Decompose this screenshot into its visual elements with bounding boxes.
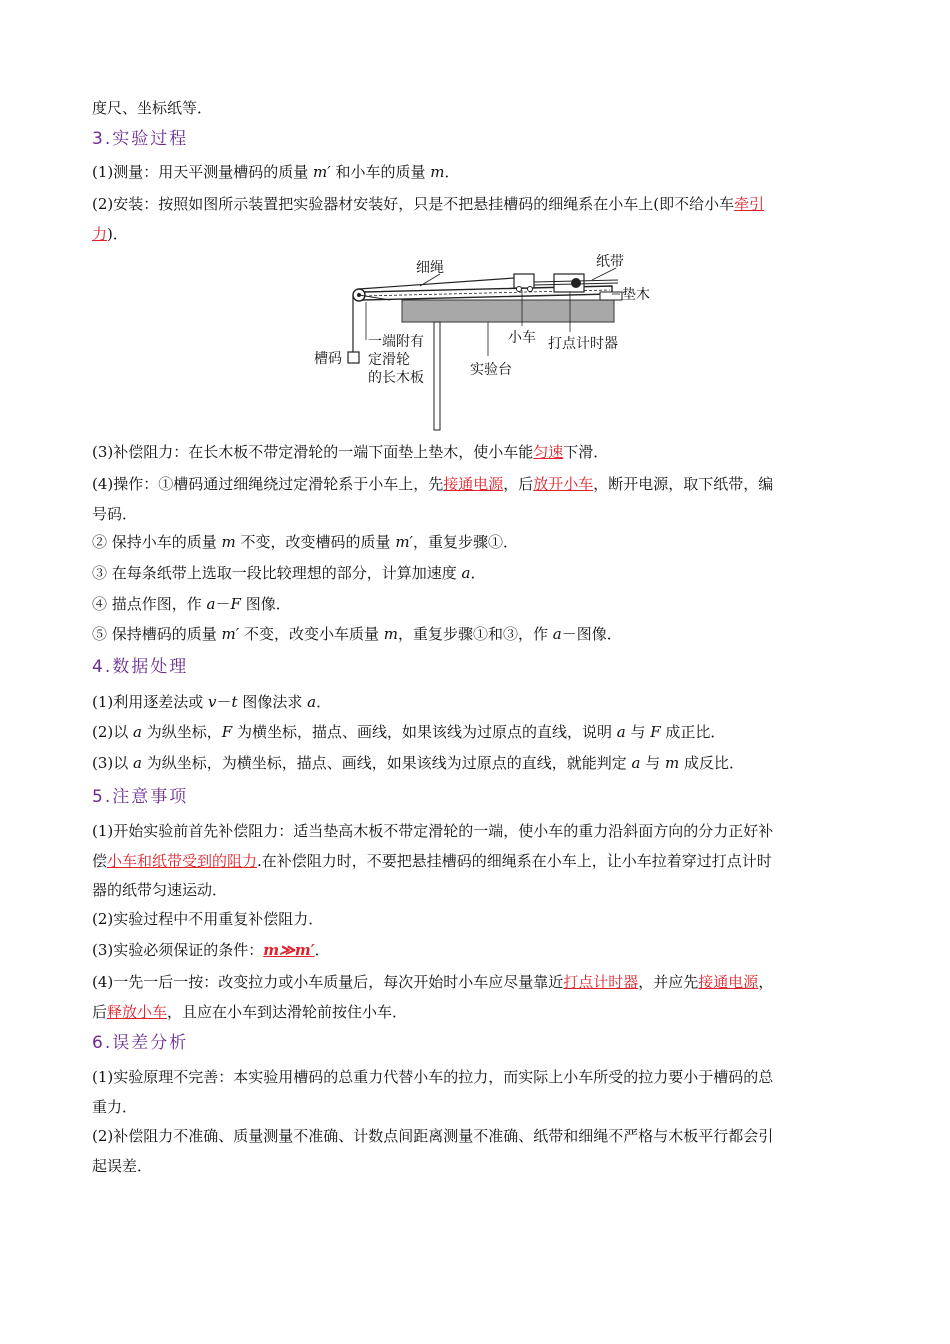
s5-p4-line1: (4)一先一后一按：改变拉力或小车质量后，每次开始时小车应尽量靠近打点计时器，并应先接通电源， bbox=[92, 973, 774, 991]
s5-p3: (3)实验必须保证的条件：m≫m′． bbox=[92, 941, 330, 959]
label-rope: 细绳 bbox=[416, 260, 444, 276]
s5-p1-line1: (1)开始实验前首先补偿阻力：适当垫高木板不带定滑轮的一端，使小车的重力沿斜面方向的分力正好补 bbox=[92, 822, 774, 840]
answer-blank: 接通电源 bbox=[443, 475, 504, 493]
answer-blank: m≫m′ bbox=[263, 941, 315, 959]
intro-text: 度尺、坐标纸等． bbox=[92, 99, 213, 117]
answer-blank: 接通电源 bbox=[698, 973, 759, 991]
label-board-3: 的长木板 bbox=[368, 370, 424, 386]
s3-p3: (3)补偿阻力：在长木板不带定滑轮的一端下面垫上垫木，使小车能匀速下滑． bbox=[92, 443, 609, 461]
answer-blank: 牵引 bbox=[734, 195, 765, 213]
answer-blank: 打点计时器 bbox=[563, 973, 639, 991]
apparatus-figure bbox=[300, 248, 660, 434]
section-3-heading: 3.实验过程 bbox=[92, 129, 189, 149]
wooden-block bbox=[600, 292, 622, 300]
s5-p4-line2: 后释放小车，且应在小车到达滑轮前按住小车． bbox=[92, 1003, 408, 1021]
s6-p1-line1: (1)实验原理不完善：本实验用槽码的总重力代替小车的拉力，而实际上小车所受的拉力要小于槽码的总 bbox=[92, 1068, 774, 1086]
s3-p6: ③ 在每条纸带上选取一段比较理想的部分，计算加速度 a． bbox=[92, 564, 486, 582]
s3-p2-line1: (2)安装：按照如图所示装置把实验器材安装好，只是不把悬挂槽码的细绳系在小车上(即不给小车牵引 bbox=[92, 195, 765, 213]
s3-p4-line2: 号码． bbox=[92, 505, 138, 523]
answer-blank: 放开小车 bbox=[533, 475, 594, 493]
s6-p1-line2: 重力． bbox=[92, 1098, 138, 1116]
label-weight: 槽码 bbox=[314, 351, 342, 367]
answer-blank: 力 bbox=[92, 225, 108, 243]
section-5-heading: 5.注意事项 bbox=[92, 787, 189, 807]
label-block: 垫木 bbox=[622, 287, 650, 303]
label-tape: 纸带 bbox=[596, 254, 624, 270]
s5-p1-line3: 器的纸带匀速运动． bbox=[92, 881, 228, 899]
s3-p8: ⑤ 保持槽码的质量 m′ 不变，改变小车质量 m，重复步骤①和③，作 a－图像． bbox=[92, 625, 622, 643]
s3-p1: (1)测量：用天平测量槽码的质量 m′ 和小车的质量 m． bbox=[92, 163, 460, 181]
label-board-1: 一端附有 bbox=[368, 334, 424, 350]
answer-blank: 释放小车 bbox=[107, 1003, 168, 1021]
s4-p2: (2)以 a 为纵坐标，F 为横坐标，描点、画线，如果该线为过原点的直线，说明 a 与 F 成正比． bbox=[92, 723, 726, 741]
s4-p1: (1)利用逐差法或 v－t 图像法求 a． bbox=[92, 693, 332, 711]
s3-p2-line2: 力)． bbox=[92, 225, 128, 243]
section-6-heading: 6.误差分析 bbox=[92, 1033, 189, 1053]
rope-line bbox=[359, 278, 514, 289]
s4-p3: (3)以 a 为纵坐标，为横坐标，描点、画线，如果该线为过原点的直线，就能判定 a 与 m 成反比． bbox=[92, 754, 745, 772]
s3-p4-line1: (4)操作：①槽码通过细绳绕过定滑轮系于小车上，先接通电源，后放开小车，断开电源，取下纸带，编 bbox=[92, 475, 774, 493]
answer-blank: 匀速 bbox=[533, 443, 564, 461]
s3-p7: ④ 描点作图，作 a－F 图像． bbox=[92, 595, 291, 613]
s3-p5: ② 保持小车的质量 m 不变，改变槽码的质量 m′，重复步骤①． bbox=[92, 533, 518, 551]
answer-blank: 小车和纸带受到的阻力 bbox=[107, 852, 258, 870]
s6-p2-line1: (2)补偿阻力不准确、质量测量不准确、计数点间距离测量不准确、纸带和细绳不严格与木板平行都会引 bbox=[92, 1127, 774, 1145]
label-table: 实验台 bbox=[470, 362, 512, 378]
label-timer: 打点计时器 bbox=[548, 336, 618, 352]
label-cart: 小车 bbox=[508, 330, 536, 346]
weight-box bbox=[348, 352, 359, 363]
cart-box bbox=[514, 274, 534, 288]
timer-dot bbox=[571, 278, 581, 288]
lab-table bbox=[402, 300, 614, 322]
s5-p2: (2)实验过程中不用重复补偿阻力． bbox=[92, 910, 324, 928]
table-leg bbox=[434, 322, 440, 430]
section-4-heading: 4.数据处理 bbox=[92, 657, 189, 677]
label-board-2: 定滑轮 bbox=[368, 352, 410, 368]
s6-p2-line2: 起误差． bbox=[92, 1157, 153, 1175]
s5-p1-line2: 偿小车和纸带受到的阻力.在补偿阻力时，不要把悬挂槽码的细绳系在小车上，让小车拉着穿过打点计时 bbox=[92, 852, 772, 870]
intro-line bbox=[92, 98, 872, 118]
